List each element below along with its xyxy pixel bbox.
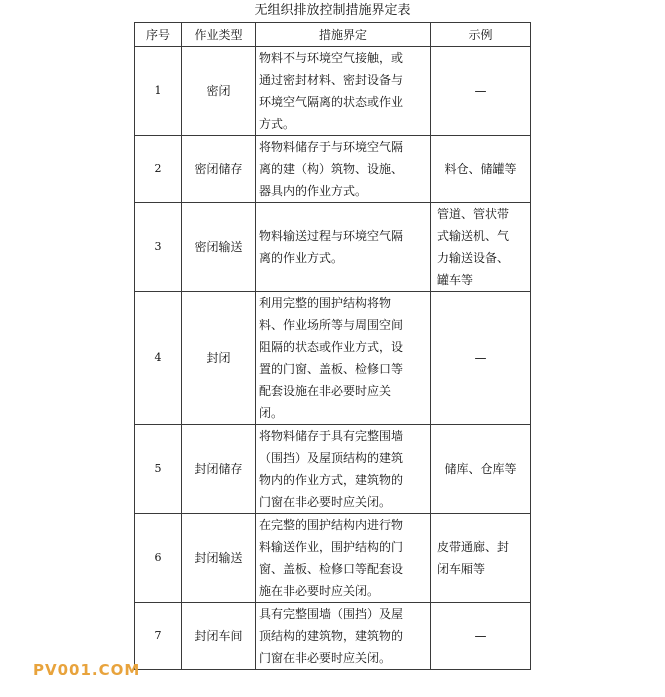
definition-line: （围挡）及屋顶结构的建筑 — [259, 451, 404, 465]
definition-line: 闭。 — [259, 406, 284, 420]
cell-definition — [256, 136, 431, 203]
definition-line: 通过密封材料、密封设备与 — [259, 73, 404, 87]
cell-no: 3 — [135, 203, 182, 292]
definition-line: 离的建（构）筑物、设施、 — [259, 162, 404, 176]
definition-line: 物料不与环境空气接触，或 — [259, 51, 404, 65]
definition-line: 阻隔的状态或作业方式，设 — [259, 340, 404, 354]
cell-type: 密闭储存 — [182, 136, 256, 203]
table-title: 无组织排放控制措施界定表 — [254, 3, 411, 18]
cell-no: 2 — [135, 136, 182, 203]
definition-line: 门窗在非必要时应关闭。 — [259, 651, 392, 665]
header-type: 作业类型 — [182, 23, 256, 47]
definition-line: 窗、盖板、检修口等配套设 — [259, 562, 404, 576]
definition-line: 器具内的作业方式。 — [259, 184, 368, 198]
definition-line: 环境空气隔离的状态或作业 — [259, 95, 404, 109]
cell-example — [431, 136, 531, 203]
example-line: 皮带通廊、封 — [437, 540, 510, 554]
definition-line: 配套设施在非必要时应关 — [259, 384, 392, 398]
definition-line: 方式。 — [259, 117, 296, 131]
example-line: 式输送机、气 — [437, 229, 510, 243]
cell-definition — [256, 292, 431, 425]
example-line: 罐车等 — [437, 273, 474, 287]
watermark-text: PV001.COM — [33, 661, 141, 679]
example-line: 管道、管状带 — [437, 207, 510, 221]
cell-example — [431, 47, 531, 136]
cell-type: 密闭 — [182, 47, 256, 136]
cell-example — [431, 603, 531, 670]
example-line: — — [474, 351, 487, 365]
cell-no: 6 — [135, 514, 182, 603]
cell-type: 封闭车间 — [182, 603, 256, 670]
cell-definition — [256, 47, 431, 136]
measures-table — [134, 22, 531, 670]
definition-line: 物内的作业方式，建筑物的 — [259, 473, 404, 487]
table-row — [135, 514, 531, 603]
cell-example — [431, 292, 531, 425]
example-line: 料仓、储罐等 — [444, 162, 517, 176]
cell-type: 封闭储存 — [182, 425, 256, 514]
example-line: — — [474, 629, 487, 643]
definition-line: 置的门窗、盖板、检修口等 — [259, 362, 404, 376]
definition-line: 将物料储存于与环境空气隔 — [259, 140, 404, 154]
definition-line: 物料输送过程与环境空气隔 — [259, 229, 404, 243]
cell-no: 4 — [135, 292, 182, 425]
table-row — [135, 136, 531, 203]
definition-line: 施在非必要时应关闭。 — [259, 584, 380, 598]
definition-line: 门窗在非必要时应关闭。 — [259, 495, 392, 509]
table-row — [135, 603, 531, 670]
definition-line: 具有完整围墙（围挡）及屋 — [259, 607, 404, 621]
cell-definition — [256, 603, 431, 670]
table-row — [135, 425, 531, 514]
definition-line: 在完整的围护结构内进行物 — [259, 518, 404, 532]
definition-line: 利用完整的围护结构将物 — [259, 296, 392, 310]
cell-definition — [256, 514, 431, 603]
cell-type: 密闭输送 — [182, 203, 256, 292]
header-row — [135, 23, 531, 47]
cell-no: 7 — [135, 603, 182, 670]
example-line: 力输送设备、 — [437, 251, 510, 265]
header-example: 示例 — [431, 23, 531, 47]
cell-type: 封闭 — [182, 292, 256, 425]
definition-line: 料输送作业，围护结构的门 — [259, 540, 404, 554]
definition-line: 顶结构的建筑物，建筑物的 — [259, 629, 404, 643]
cell-type: 封闭输送 — [182, 514, 256, 603]
cell-example — [431, 425, 531, 514]
table-row — [135, 203, 531, 292]
table-row — [135, 292, 531, 425]
header-definition: 措施界定 — [256, 23, 431, 47]
cell-example — [431, 203, 531, 292]
cell-no: 5 — [135, 425, 182, 514]
example-line: 储库、仓库等 — [444, 462, 517, 476]
definition-line: 将物料储存于具有完整围墙 — [259, 429, 404, 443]
cell-example — [431, 514, 531, 603]
example-line: 闭车厢等 — [437, 562, 486, 576]
header-no: 序号 — [135, 23, 182, 47]
example-line: — — [474, 84, 487, 98]
cell-no: 1 — [135, 47, 182, 136]
table-row — [135, 47, 531, 136]
cell-definition — [256, 203, 431, 292]
cell-definition — [256, 425, 431, 514]
definition-line: 料、作业场所等与周围空间 — [259, 318, 404, 332]
definition-line: 离的作业方式。 — [259, 251, 344, 265]
